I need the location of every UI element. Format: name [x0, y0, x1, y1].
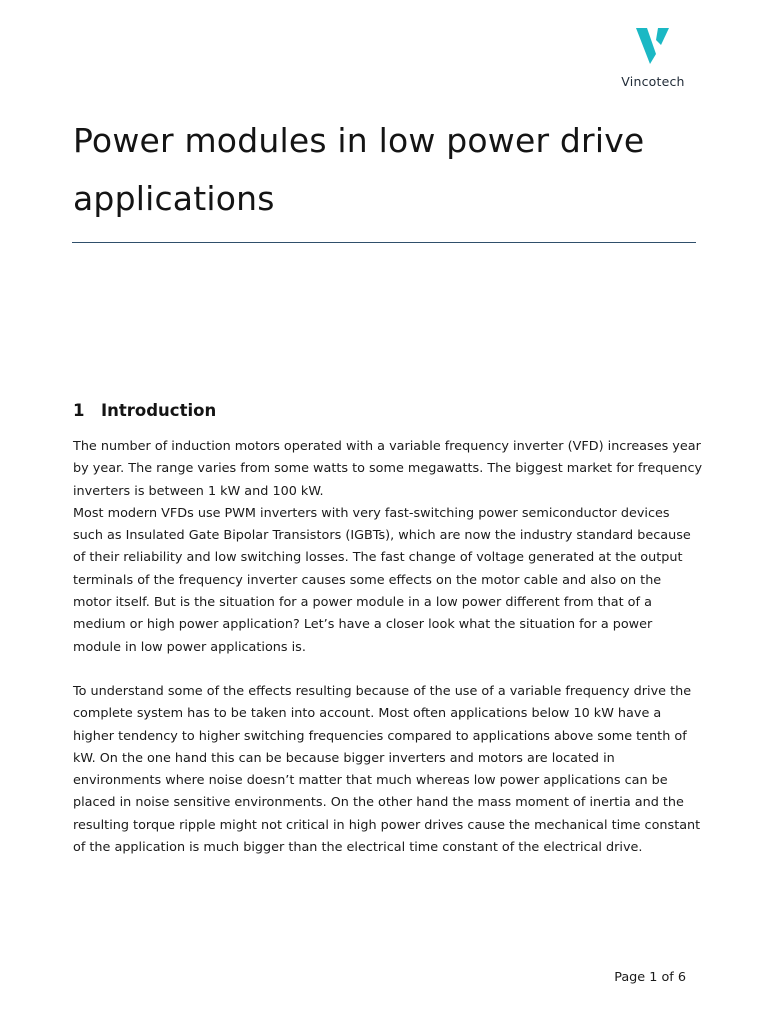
section-body: [73, 436, 703, 859]
section-number: 1: [73, 401, 85, 420]
paragraph: Most modern VFDs use PWM inverters with very fast-switching power semiconductor devices such as Insulated Gate Bipolar Transistors (IGBTs), which are now the industry standard because of their reliability and low switching losses. The fast change of voltage generated at the output terminals of the frequency inverter causes some effects on the motor cable and also on the motor itself. But is the situation for a power module in a low power different from that of a medium or high power application? Let’s have a closer look what the situation for a power module in low power applications is.: [73, 505, 691, 655]
brand-logo: [598, 28, 708, 89]
document-title: Power modules in low power drive applications: [73, 121, 645, 218]
title-divider: [72, 242, 696, 243]
paragraph: To understand some of the effects resulting because of the use of a variable frequency drive the complete system has to be taken into account. Most often applications below 10 kW have a higher tendency to higher switching frequencies compared to applications above some tenth of kW. On the one hand this can be because bigger inverters and motors are located in environments where noise doesn’t matter that much whereas low power applications can be placed in noise sensitive environments. On the other hand the mass moment of inertia and the resulting torque ripple might not critical in high power drives cause the mechanical time constant of the application is much bigger than the electrical time constant of the electrical drive.: [73, 683, 701, 856]
page-number: Page 1 of 6: [614, 970, 686, 985]
section-title: Introduction: [101, 401, 217, 420]
paragraph: The number of induction motors operated with a variable frequency inverter (VFD) increases year by year. The range varies from some watts to some megawatts. The biggest market for frequency inverters is between 1 kW and 100 kW.: [73, 439, 703, 499]
logo-text: Vincotech: [621, 74, 685, 89]
section-heading: [73, 401, 216, 420]
vincotech-v-icon: [636, 28, 670, 64]
